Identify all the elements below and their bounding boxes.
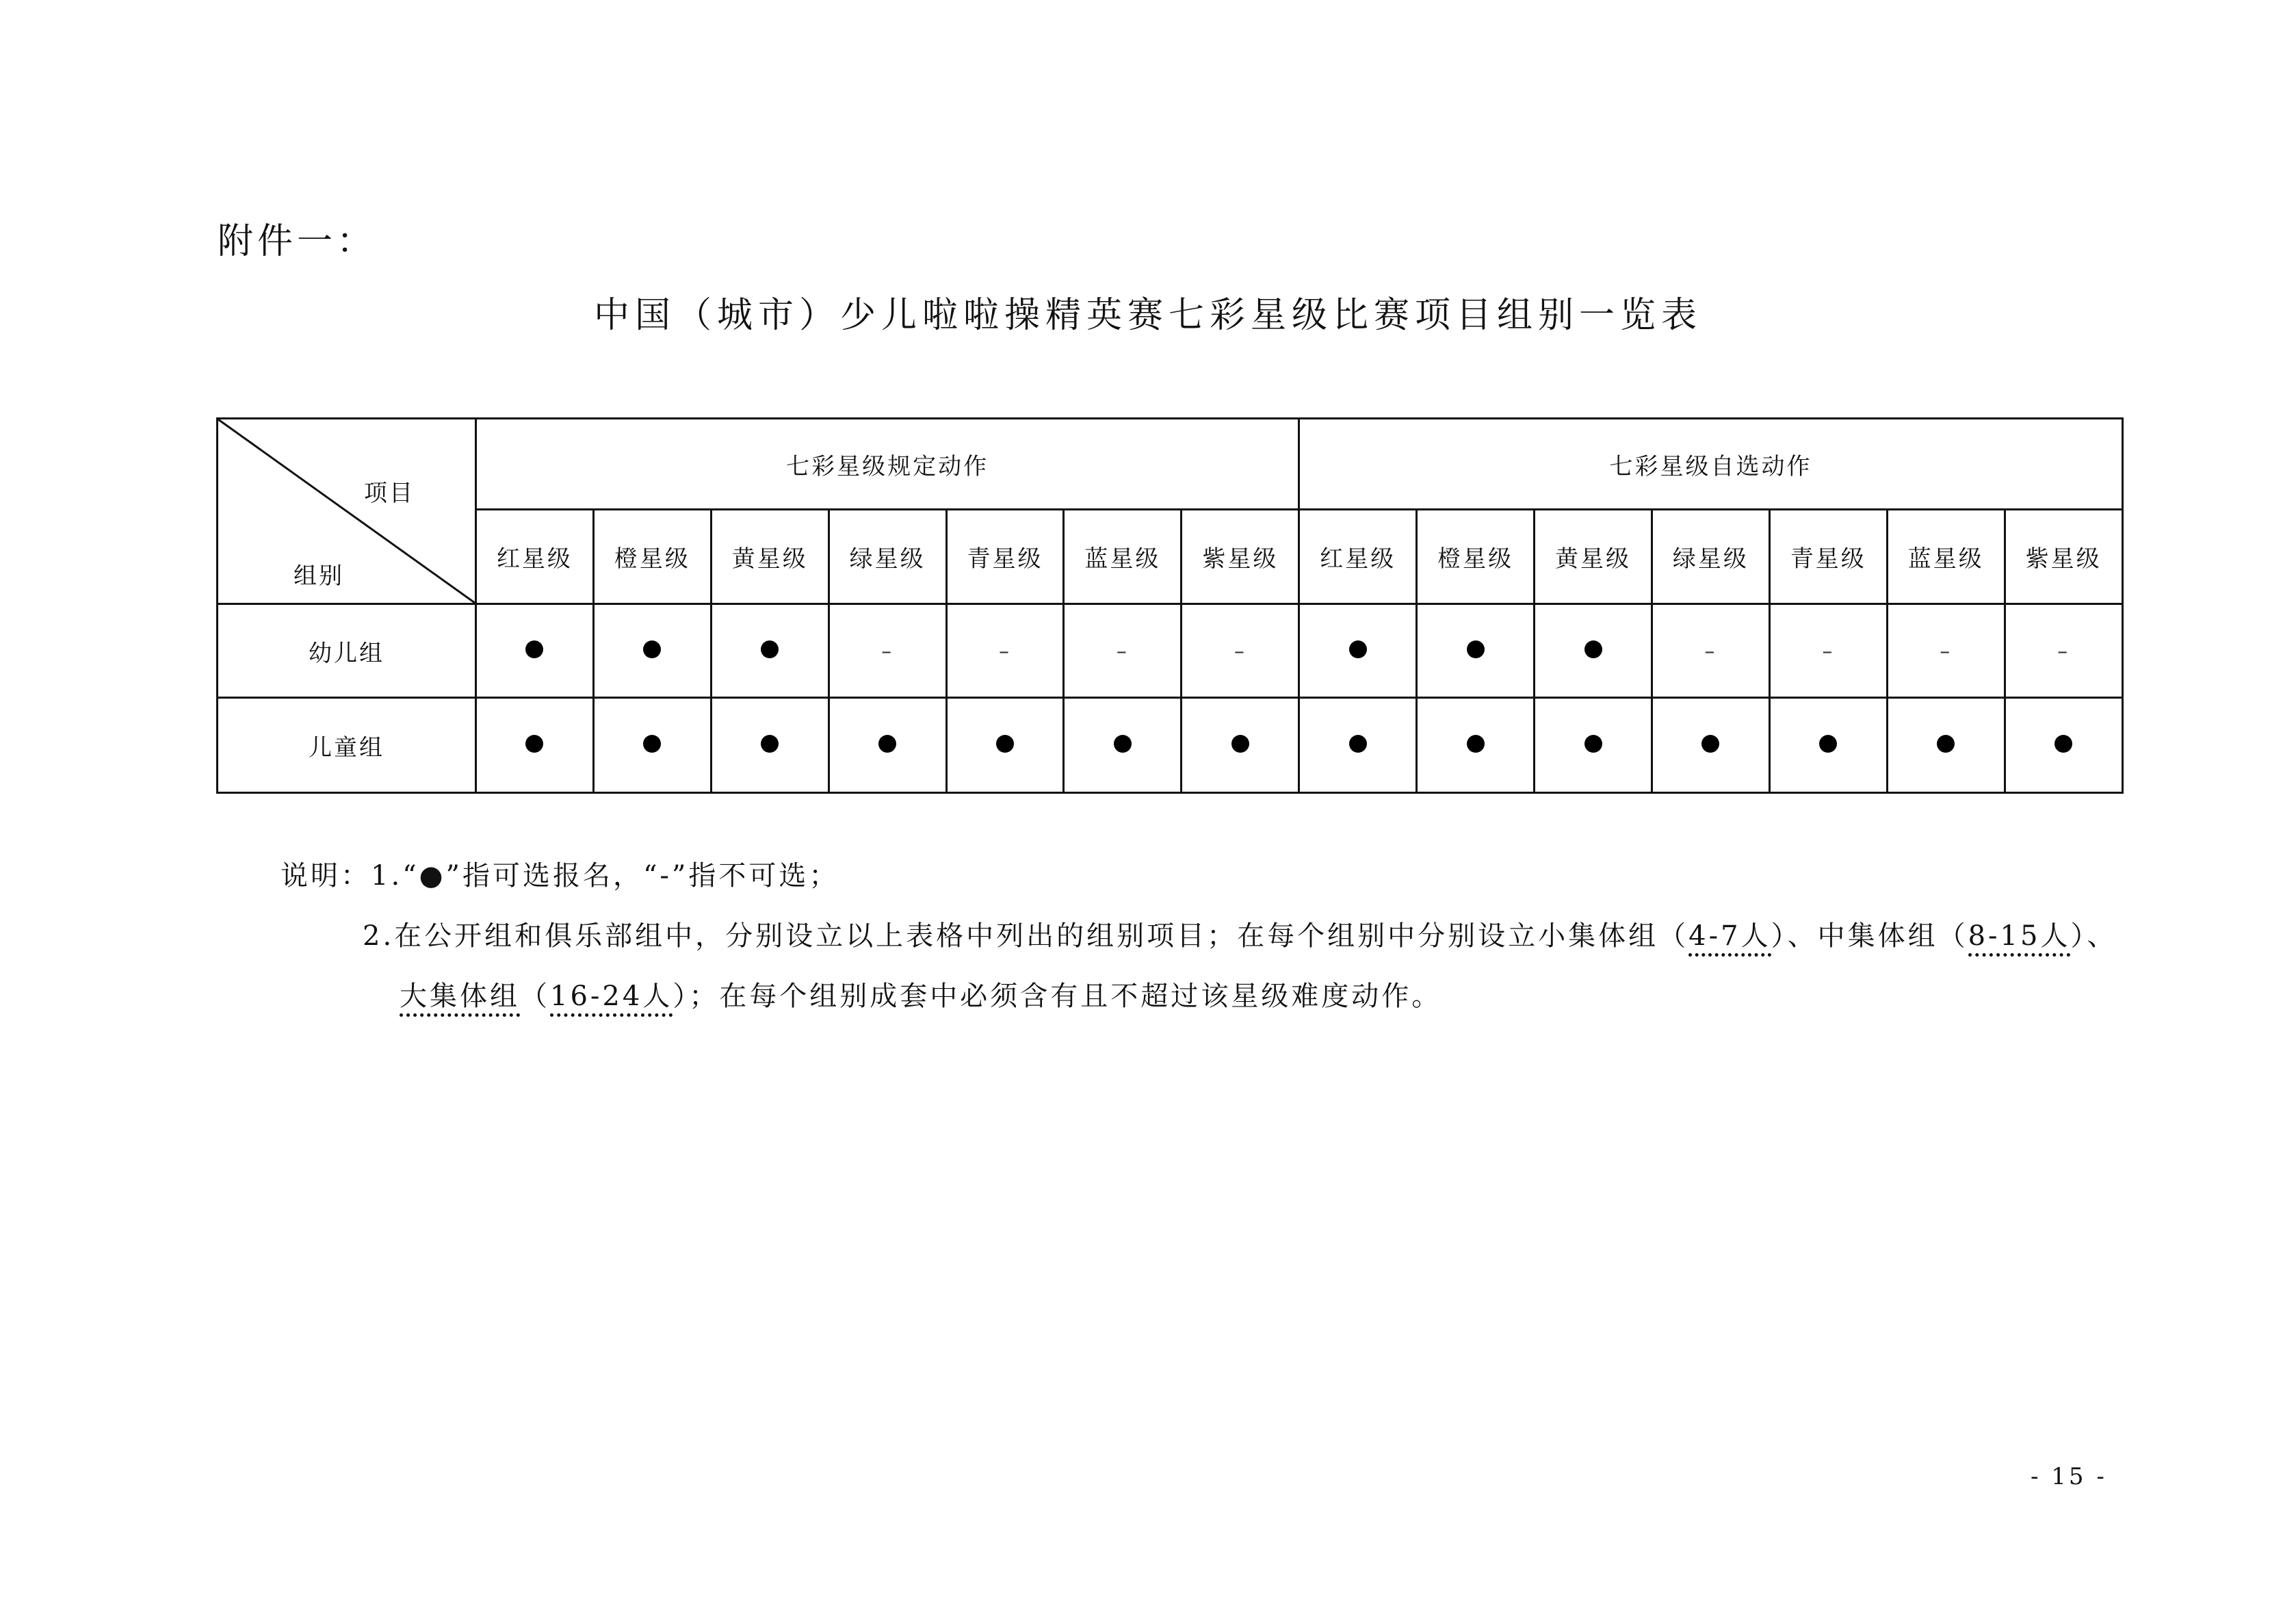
notes <box>281 846 2117 1026</box>
table-cell <box>1652 604 1769 698</box>
event-table <box>216 417 2122 792</box>
available-dot-icon <box>1467 735 1485 753</box>
not-available-dash: – <box>1116 640 1129 664</box>
table-cell <box>1182 604 1299 698</box>
table-cell <box>593 698 711 793</box>
note-emphasis: 4-7人 <box>1688 920 1771 957</box>
table-cell <box>829 698 946 793</box>
available-dot-icon <box>643 640 661 658</box>
not-available-dash: – <box>881 640 894 664</box>
level-header: 紫星级 <box>1182 510 1299 604</box>
table-row <box>218 604 2123 698</box>
table-cell <box>476 604 594 698</box>
note-line-2 <box>363 906 2117 966</box>
table-cell <box>1887 698 2005 793</box>
available-dot-icon <box>525 735 543 753</box>
available-dot-icon <box>643 735 661 753</box>
level-header: 橙星级 <box>1417 510 1535 604</box>
note-text: ）、中集体组（ <box>1771 920 1968 952</box>
available-dot-icon <box>1231 735 1249 753</box>
table-cell <box>2005 698 2122 793</box>
available-dot-icon <box>1584 735 1602 753</box>
level-header-row <box>218 510 2123 604</box>
row-label: 幼儿组 <box>218 604 476 698</box>
note-line-1: 说明：1.“●”指可选报名，“-”指不可选； <box>281 860 839 892</box>
level-header: 红星级 <box>476 510 594 604</box>
note-text: 2.在公开组和俱乐部组中，分别设立以上表格中列出的组别项目；在每个组别中分别设立小集体组（ <box>363 920 1689 952</box>
note-emphasis: 8-15人 <box>1968 920 2071 957</box>
page-number: - 15 - <box>2031 1463 2107 1490</box>
page-title: 中国（城市）少儿啦啦操精英赛七彩星级比赛项目组别一览表 <box>593 295 1702 336</box>
table-cell <box>1064 698 1182 793</box>
group-header-optional: 七彩星级自选动作 <box>1299 419 2122 510</box>
available-dot-icon <box>1701 735 1719 753</box>
level-header: 黄星级 <box>1535 510 1652 604</box>
level-header: 青星级 <box>946 510 1064 604</box>
available-dot-icon <box>1937 735 1955 753</box>
note-emphasis: 16-24人 <box>550 981 673 1017</box>
note-emphasis: 大集体组 <box>400 981 520 1017</box>
available-dot-icon <box>1349 735 1367 753</box>
table-cell <box>829 604 946 698</box>
note-text: ）、 <box>2070 920 2117 952</box>
group-header-compulsory: 七彩星级规定动作 <box>476 419 1299 510</box>
level-header: 紫星级 <box>2005 510 2122 604</box>
level-header: 黄星级 <box>711 510 829 604</box>
not-available-dash: – <box>999 640 1011 664</box>
table-cell <box>1299 604 1417 698</box>
note-text: （ <box>520 981 550 1012</box>
table-cell <box>946 698 1064 793</box>
row-label: 儿童组 <box>218 698 476 793</box>
note-text: ）；在每个组别成套中必须含有且不超过该星级难度动作。 <box>673 981 1442 1012</box>
table-cell <box>711 698 829 793</box>
level-header: 蓝星级 <box>1064 510 1182 604</box>
level-header: 青星级 <box>1769 510 1887 604</box>
table-cell <box>946 604 1064 698</box>
table-cell <box>1887 604 2005 698</box>
not-available-dash: – <box>1822 640 1835 664</box>
table-cell <box>711 604 829 698</box>
available-dot-icon <box>996 735 1014 753</box>
available-dot-icon <box>1349 640 1367 658</box>
available-dot-icon <box>1584 640 1602 658</box>
not-available-dash: – <box>1704 640 1717 664</box>
available-dot-icon <box>1467 640 1485 658</box>
level-header: 绿星级 <box>1652 510 1769 604</box>
table-cell <box>1182 698 1299 793</box>
not-available-dash: – <box>2057 640 2070 664</box>
table-corner-cell <box>218 419 476 604</box>
available-dot-icon <box>761 735 779 753</box>
available-dot-icon <box>525 640 543 658</box>
note-line-3 <box>400 966 2117 1026</box>
corner-label-group: 组别 <box>293 562 344 590</box>
level-header: 红星级 <box>1299 510 1417 604</box>
table-cell <box>1769 604 1887 698</box>
table-cell <box>1535 604 1652 698</box>
table-cell <box>1652 698 1769 793</box>
table-cell <box>1299 698 1417 793</box>
level-header: 蓝星级 <box>1887 510 2005 604</box>
table-cell <box>1417 698 1535 793</box>
not-available-dash: – <box>1940 640 1953 664</box>
table-cell <box>593 604 711 698</box>
corner-label-item: 项目 <box>364 480 415 507</box>
level-header: 橙星级 <box>593 510 711 604</box>
table-cell <box>2005 604 2122 698</box>
table-row <box>218 698 2123 793</box>
available-dot-icon <box>1114 735 1132 753</box>
event-grid <box>216 417 2124 794</box>
attachment-label: 附件一： <box>218 221 377 262</box>
available-dot-icon <box>761 640 779 658</box>
not-available-dash: – <box>1234 640 1247 664</box>
level-header: 绿星级 <box>829 510 946 604</box>
available-dot-icon <box>878 735 896 753</box>
table-cell <box>1064 604 1182 698</box>
table-cell <box>476 698 594 793</box>
available-dot-icon <box>2054 735 2072 753</box>
table-cell <box>1417 604 1535 698</box>
available-dot-icon <box>1819 735 1837 753</box>
diagonal-divider <box>218 419 475 603</box>
table-cell <box>1535 698 1652 793</box>
table-cell <box>1769 698 1887 793</box>
